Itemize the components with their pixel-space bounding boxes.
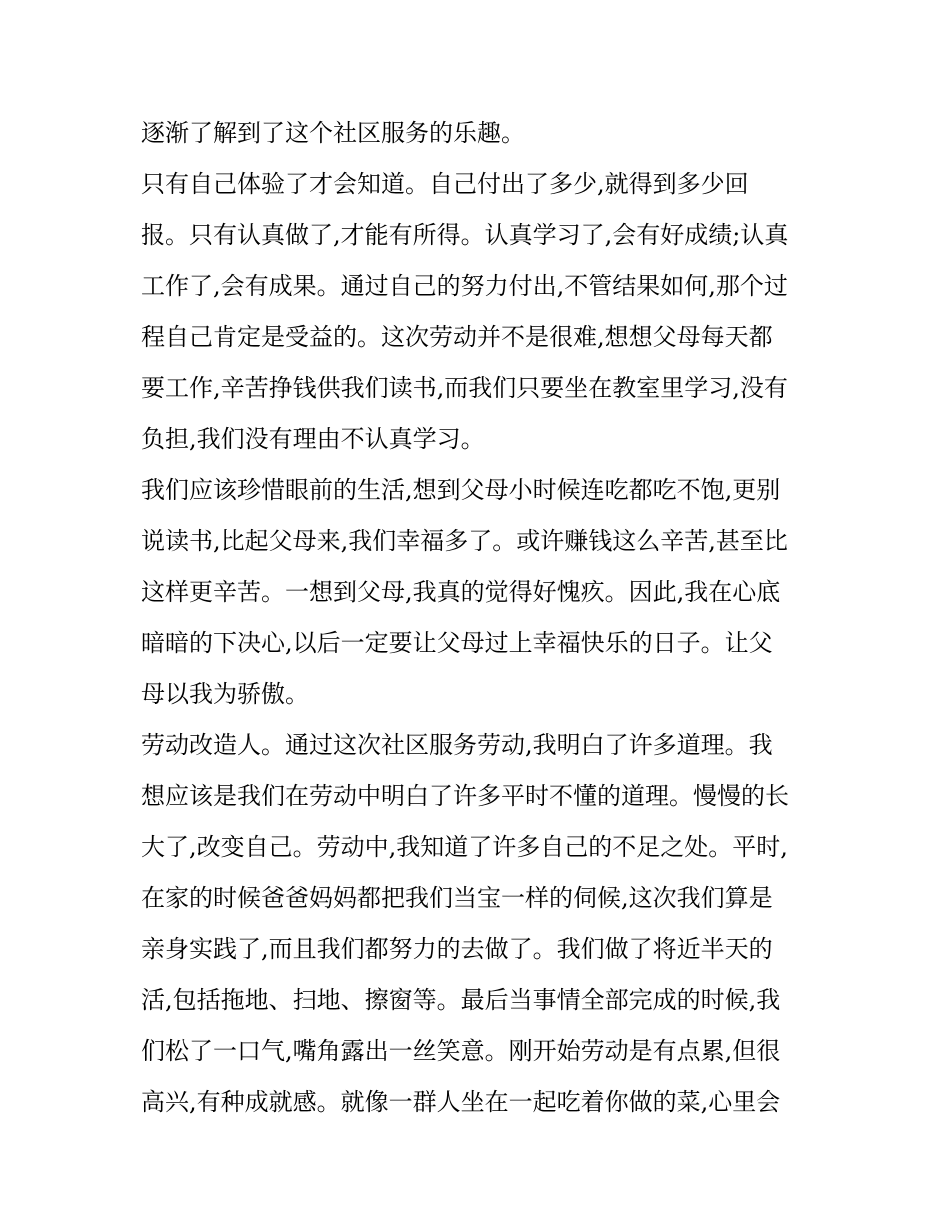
- text-line: 高兴,有种成就感。就像一群人坐在一起吃着你做的菜,心里会: [141, 1088, 781, 1116]
- body-text: [141, 108, 831, 1128]
- text-line: 在家的时候爸爸妈妈都把我们当宝一样的伺候,这次我们算是: [141, 884, 773, 912]
- text-line: 劳动改造人。通过这次社区服务劳动,我明白了许多道理。我: [141, 731, 773, 759]
- text-line: 程自己肯定是受益的。这次劳动并不是很难,想想父母每天都: [141, 323, 773, 351]
- text-line: 逐渐了解到了这个社区服务的乐趣。: [141, 119, 525, 147]
- text-line: 们松了一口气,嘴角露出一丝笑意。刚开始劳动是有点累,但很: [141, 1037, 781, 1065]
- text-line: 活,包括拖地、扫地、擦窗等。最后当事情全部完成的时候,我: [141, 986, 781, 1014]
- text-line: 负担,我们没有理由不认真学习。: [141, 425, 485, 453]
- text-line: 亲身实践了,而且我们都努力的去做了。我们做了将近半天的: [141, 935, 773, 963]
- text-line: 只有自己体验了才会知道。自己付出了多少,就得到多少回: [141, 170, 749, 198]
- text-line: 说读书,比起父母来,我们幸福多了。或许赚钱这么辛苦,甚至比: [141, 527, 788, 555]
- text-line: 想应该是我们在劳动中明白了许多平时不懂的道理。慢慢的长: [141, 782, 789, 810]
- text-line: 工作了,会有成果。通过自己的努力付出,不管结果如何,那个过: [141, 272, 788, 300]
- text-line: 报。只有认真做了,才能有所得。认真学习了,会有好成绩;认真: [141, 221, 789, 249]
- text-line: 我们应该珍惜眼前的生活,想到父母小时候连吃都吃不饱,更别: [141, 476, 781, 504]
- text-line: 要工作,辛苦挣钱供我们读书,而我们只要坐在教室里学习,没有: [141, 374, 788, 402]
- text-line: 母以我为骄傲。: [141, 680, 309, 708]
- text-line: 暗暗的下决心,以后一定要让父母过上幸福快乐的日子。让父: [141, 629, 773, 657]
- text-line: 这样更辛苦。一想到父母,我真的觉得好愧疚。因此,我在心底: [141, 578, 781, 606]
- text-line: 大了,改变自己。劳动中,我知道了许多自己的不足之处。平时,: [141, 833, 788, 861]
